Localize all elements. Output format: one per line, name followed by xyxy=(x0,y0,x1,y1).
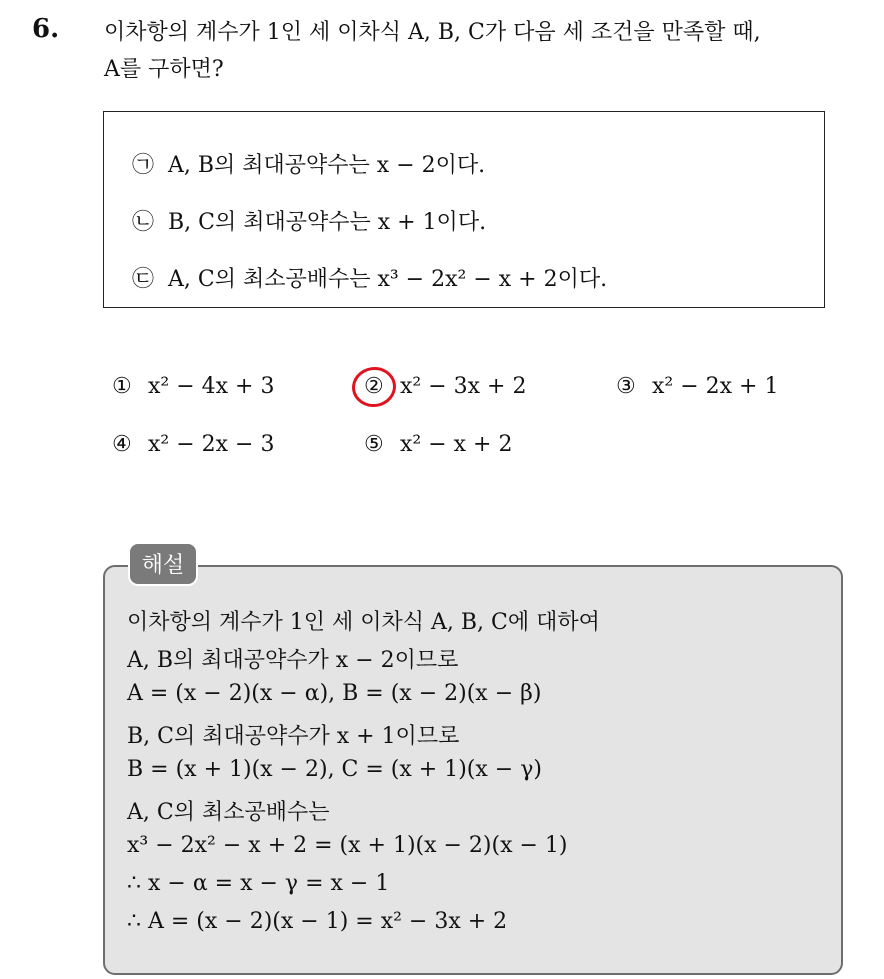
answer-circle-mark xyxy=(349,364,398,410)
condition-2 xyxy=(132,205,486,236)
choice-text: x² − 4x + 3 xyxy=(148,374,275,399)
condition-text: A, B의 최대공약수는 x − 2이다. xyxy=(168,153,486,178)
conditions-box xyxy=(103,111,825,308)
choice-number: ③ xyxy=(616,374,636,399)
choice-number: ⑤ xyxy=(364,432,384,457)
condition-1 xyxy=(132,148,485,179)
solution-line: B, C의 최대공약수가 x + 1이므로 xyxy=(127,724,460,749)
choice-5[interactable] xyxy=(364,432,512,457)
choice-number: ② xyxy=(364,374,384,399)
condition-mark: ㉠ xyxy=(132,153,155,178)
choice-text: x² − 3x + 2 xyxy=(400,374,527,399)
solution-line: A, C의 최소공배수는 xyxy=(127,800,330,825)
condition-3 xyxy=(132,262,607,293)
solution-line: A, B의 최대공약수가 x − 2이므로 xyxy=(127,648,459,673)
solution-tag: 해설 xyxy=(128,542,198,586)
solution-line: x³ − 2x² − x + 2 = (x + 1)(x − 2)(x − 1) xyxy=(127,833,568,858)
solution-box xyxy=(103,565,843,975)
choice-1[interactable] xyxy=(112,374,274,399)
choice-number: ① xyxy=(112,374,132,399)
condition-text: A, C의 최소공배수는 x³ − 2x² − x + 2이다. xyxy=(168,267,608,292)
condition-text: B, C의 최대공약수는 x + 1이다. xyxy=(168,210,487,235)
choice-text: x² − 2x + 1 xyxy=(652,374,779,399)
solution-line: 이차항의 계수가 1인 세 이차식 A, B, C에 대하여 xyxy=(127,610,600,635)
choice-3[interactable] xyxy=(616,374,778,399)
solution-line: ∴ x − α = x − γ = x − 1 xyxy=(127,871,390,896)
choice-4[interactable] xyxy=(112,432,274,457)
condition-mark: ㉡ xyxy=(132,210,155,235)
solution-line: ∴ A = (x − 2)(x − 1) = x² − 3x + 2 xyxy=(127,909,508,934)
question-number: 6. xyxy=(32,14,60,44)
choice-text: x² − 2x − 3 xyxy=(148,432,275,457)
choice-text: x² − x + 2 xyxy=(400,432,513,457)
choice-number: ④ xyxy=(112,432,132,457)
solution-line: A = (x − 2)(x − α), B = (x − 2)(x − β) xyxy=(127,681,542,706)
question-line-2: A를 구하면? xyxy=(104,57,224,82)
solution-line: B = (x + 1)(x − 2), C = (x + 1)(x − γ) xyxy=(127,757,542,782)
condition-mark: ㉢ xyxy=(132,267,155,292)
question-line-1: 이차항의 계수가 1인 세 이차식 A, B, C가 다음 세 조건을 만족할 때, xyxy=(104,20,761,45)
question-text xyxy=(104,14,874,88)
